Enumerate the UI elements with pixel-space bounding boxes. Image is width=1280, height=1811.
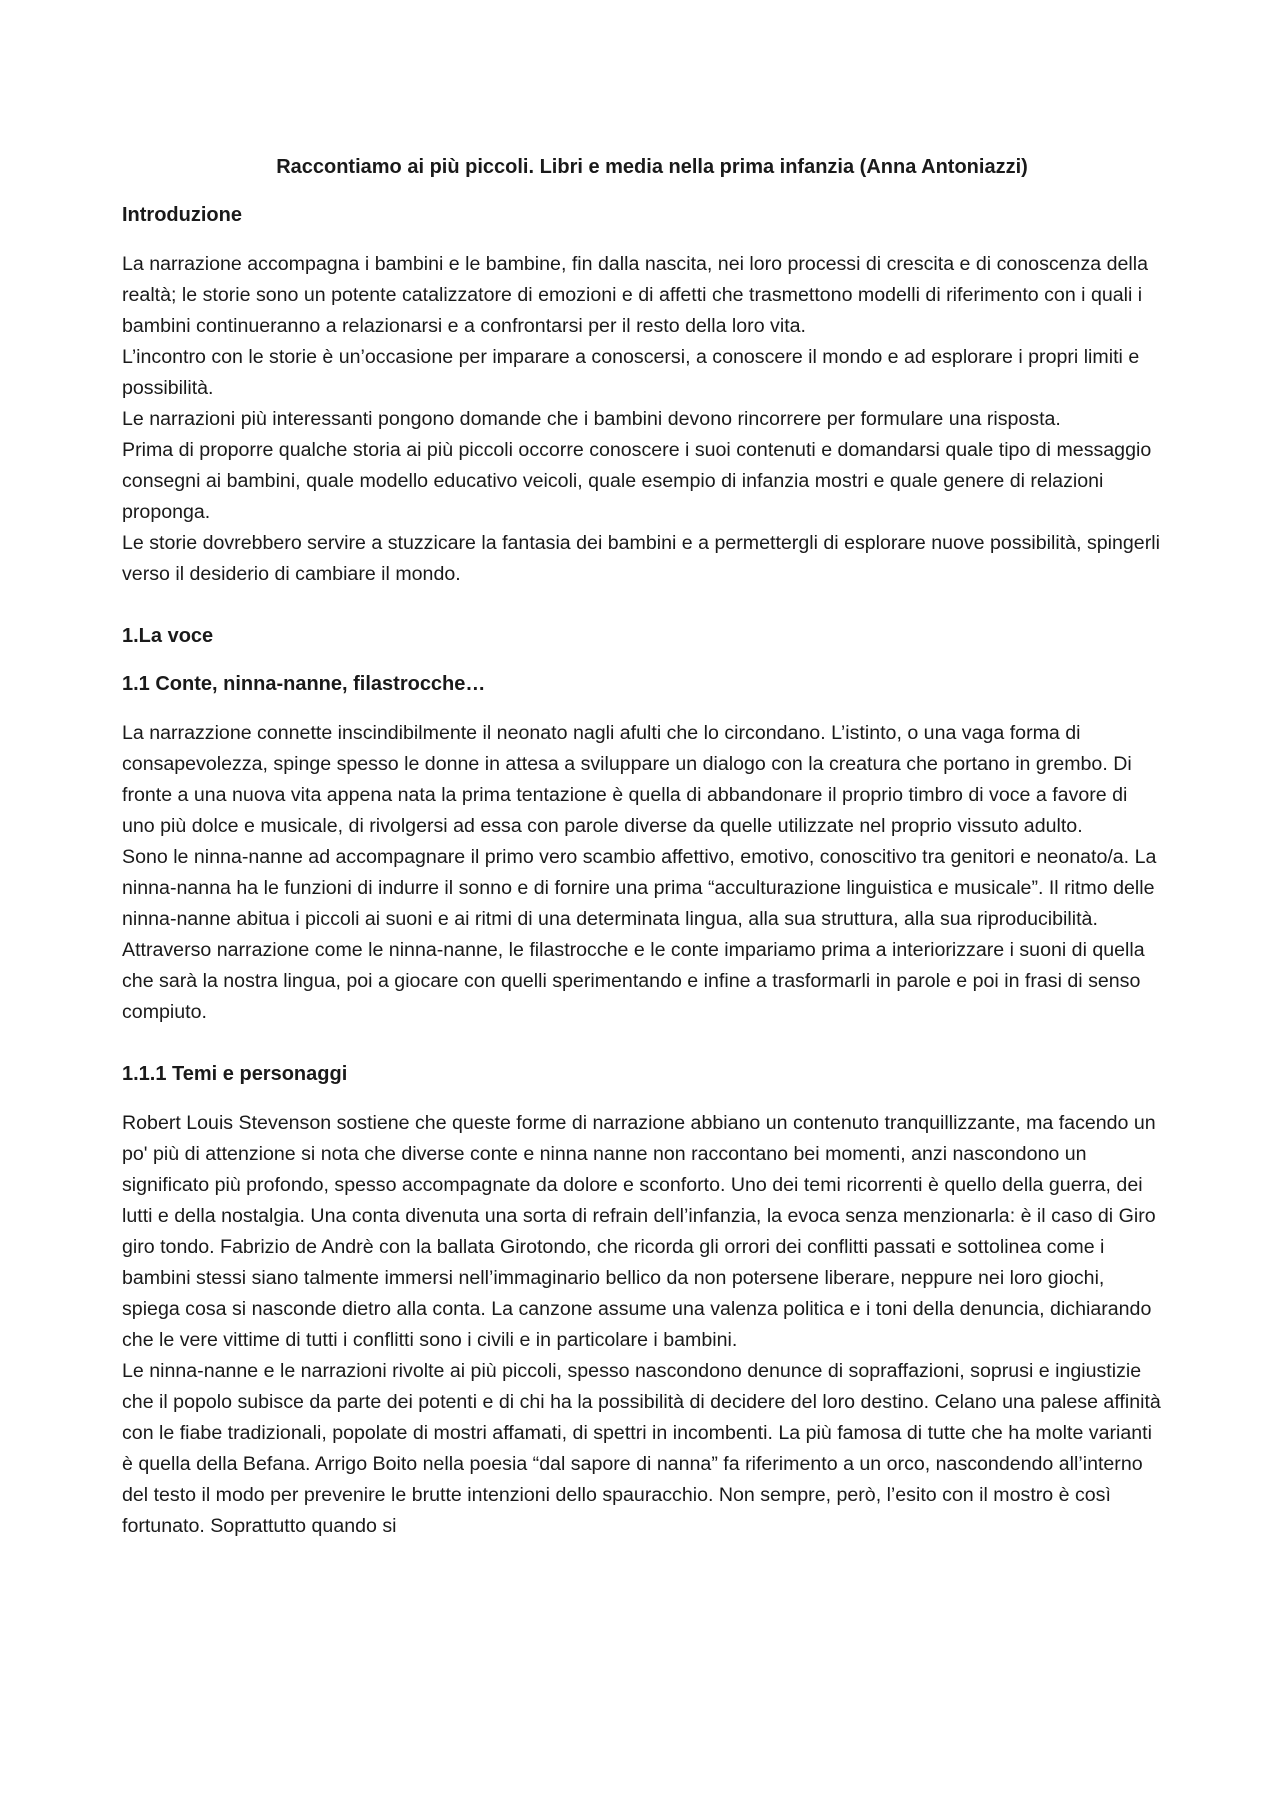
body-paragraph: Sono le ninna-nanne ad accompagnare il primo vero scambio affettivo, emotivo, conoscitivo tra genitori e neonato/a. La ninna-nanna ha le funzioni di indurre il sonno e di fornire una prima “acculturazione linguistica e musicale”. Il ritmo delle ninna-nanne abitua i piccoli ai suoni e ai ritmi di una determinata lingua, alla sua struttura, alla sua riproducibilità. Attraverso narrazione come le ninna-nanne, le filastrocche e le conte impariamo prima a interiorizzare i suoni di quella che sarà la nostra lingua, poi a giocare con quelli sperimentando e infine a trasformarli in parole e poi in frasi di senso compiuto. xyxy=(122,846,1157,1023)
intro-paragraph: Le storie dovrebbero servire a stuzzicare la fantasia dei bambini e a permettergli di esplorare nuove possibilità, spingerli verso il desiderio di cambiare il mondo. xyxy=(122,532,1160,585)
intro-paragraph: La narrazione accompagna i bambini e le bambine, fin dalla nascita, nei loro processi di crescita e di conoscenza della realtà; le storie sono un potente catalizzatore di emozioni e di affetti che trasmettono modelli di riferimento con i quali i bambini continueranno a relazionarsi e a confrontarsi per il resto della loro vita. xyxy=(122,253,1148,337)
temi-section xyxy=(122,1108,1162,1542)
conte-section xyxy=(122,718,1162,1028)
body-paragraph: La narrazzione connette inscindibilmente il neonato nagli afulti che lo circondano. L’istinto, o una vaga forma di consapevolezza, spinge spesso le donne in attesa a sviluppare un dialogo con la creatura che portano in grembo. Di fronte a una nuova vita appena nata la prima tentazione è quella di abbandonare il proprio timbro di voce a favore di uno più dolce e musicale, di rivolgersi ad essa con parole diverse da quelle utilizzate nel proprio vissuto adulto. xyxy=(122,722,1132,837)
heading-conte-ninna-nanne: 1.1 Conte, ninna-nanne, filastrocche… xyxy=(122,673,486,695)
body-paragraph: Le ninna-nanne e le narrazioni rivolte ai più piccoli, spesso nascondono denunce di sopraffazioni, soprusi e ingiustizie che il popolo subisce da parte dei potenti e di chi ha la possibilità di decidere del loro destino. Celano una palese affinità con le fiabe tradizionali, popolate di mostri affamati, di spettri in incombenti. La più famosa di tutte che ha molte varianti è quella della Befana. Arrigo Boito nella poesia “dal sapore di nanna” fa riferimento a un orco, nascondendo all’interno del testo il modo per prevenire le brutte intenzioni dello spauracchio. Non sempre, però, l’esito con il mostro è così fortunato. Soprattutto quando si xyxy=(122,1360,1161,1537)
body-paragraph: Robert Louis Stevenson sostiene che queste forme di narrazione abbiano un contenuto tranquillizzante, ma facendo un po' più di attenzione si nota che diverse conte e ninna nanne non raccontano bei momenti, anzi nascondono un significato più profondo, spesso accompagnate da dolore e sconforto. Uno dei temi ricorrenti è quello della guerra, dei lutti e della nostalgia. Una conta divenuta una sorta di refrain dell’infanzia, la evoca senza menzionarla: è il caso di Giro giro tondo. Fabrizio de Andrè con la ballata Girotondo, che ricorda gli orrori dei conflitti passati e sottolinea come i bambini stessi siano talmente immersi nell’immaginario bellico da non potersene liberare, neppure nei loro giochi, spiega cosa si nasconde dietro alla conta. La canzone assume una valenza politica e i toni della denuncia, dichiarando che le vere vittime di tutti i conflitti sono i civili e in particolare i bambini. xyxy=(122,1112,1156,1351)
heading-temi-personaggi: 1.1.1 Temi e personaggi xyxy=(122,1063,348,1085)
intro-paragraph: Le narrazioni più interessanti pongono domande che i bambini devono rincorrere per formulare una risposta. xyxy=(122,408,1061,430)
intro-section xyxy=(122,249,1162,590)
intro-paragraph: L’incontro con le storie è un’occasione per imparare a conoscersi, a conoscere il mondo e ad esplorare i propri limiti e possibilità. xyxy=(122,346,1140,399)
heading-introduzione: Introduzione xyxy=(122,204,242,226)
heading-la-voce: 1.La voce xyxy=(122,625,214,647)
intro-paragraph: Prima di proporre qualche storia ai più piccoli occorre conoscere i suoi contenuti e domandarsi quale tipo di messaggio consegni ai bambini, quale modello educativo veicoli, quale esempio di infanzia mostri e quale genere di relazioni proponga. xyxy=(122,439,1152,523)
document-title: Raccontiamo ai più piccoli. Libri e media nella prima infanzia (Anna Antoniazzi) xyxy=(276,156,1028,178)
